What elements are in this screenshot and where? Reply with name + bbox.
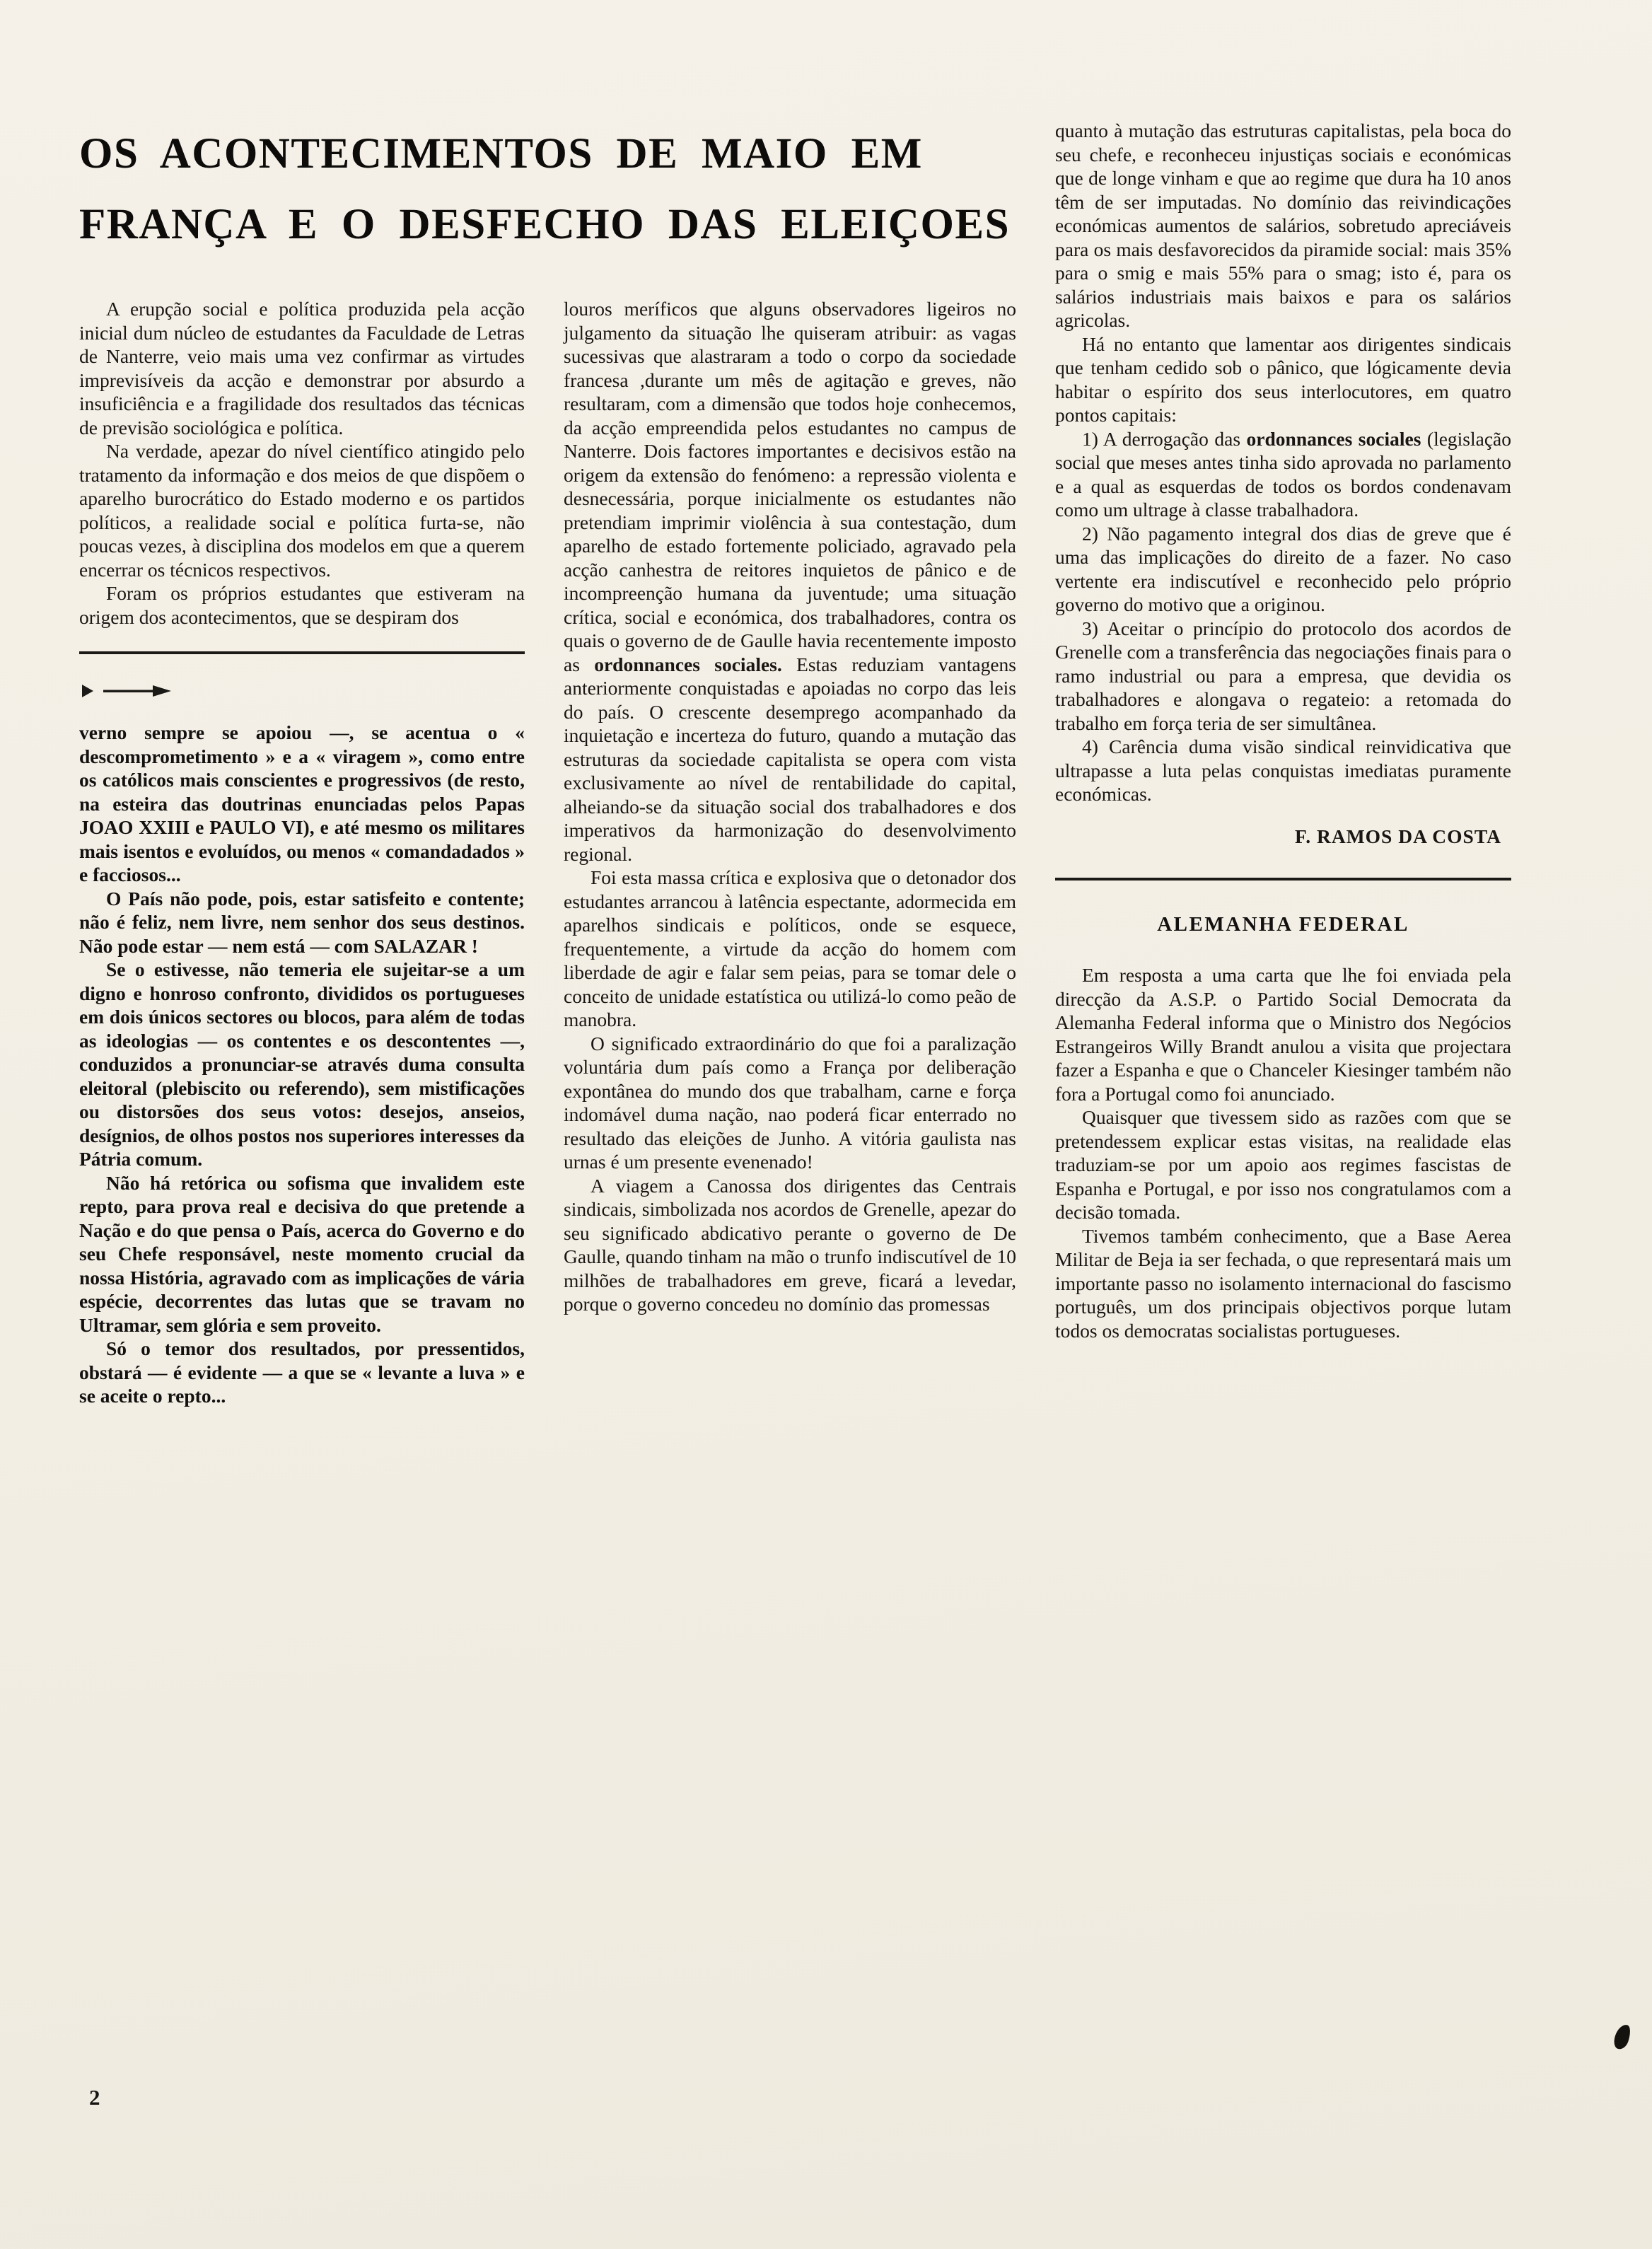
emphasized-phrase: ordonnances sociales. [594, 653, 782, 675]
numbered-point: 2) Não pagamento integral dos dias de greve que é uma das implicações do direito de a fazer. No caso vertente era indiscutível e reconhecido pelo próprio governo do motivo que a originou. [1055, 522, 1511, 615]
bold-paragraph: O País não pode, pois, estar satisfeito e contente; não é feliz, nem livre, nem senhor dos seus destinos. Não pode estar — nem está — com SALAZAR ! [79, 887, 525, 957]
paragraph: A erupção social e política produzida pela acção inicial dum núcleo de estudantes da Faculdade de Letras de Nanterre, veio mais uma vez confirmar as virtudes imprevisíveis da acção e demonstrar por absurdo a insuficiência e a fragilidade dos resultados das técnicas de previsão sociológica e política. [79, 298, 525, 438]
paragraph: A viagem a Canossa dos dirigentes das Centrais sindicais, simbolizada nos acordos de Grenelle, apezar do seu significado abdicativo perante o governo de De Gaulle, quando tinham na mão o trunfo indiscutível de 10 milhões de trabalhadores em greve, ficará a levedar, porque o governo concedeu no domínio das promessas [564, 1174, 1016, 1315]
paragraph: Foram os próprios estudantes que estiveram na origem dos acontecimentos, que se despiram dos [79, 582, 525, 628]
numbered-point: 3) Aceitar o princípio do protocolo dos acordos de Grenelle com a transferência das negociações finais para o ramo industrial ou para a empresa, que devidia os trabalhadores e alongava o regateio: a retomada do trabalho em força teria de ser simultânea. [1055, 617, 1511, 734]
column-middle [564, 297, 1016, 1408]
bold-paragraph: verno sempre se apoiou —, se acentua o « descomprometimento » e a « viragem », como entre os católicos mais conscientes e progressivos (de resto, na esteira das doutrinas enunciadas pelos Papas JOAO XXIII e PAULO VI), e até mesmo os militares mais isentos e evoluídos, ou menos « comandadados » e facciosos... [79, 721, 525, 885]
author-signature: F. RAMOS DA COSTA [1294, 825, 1501, 847]
paragraph: Na verdade, apezar do nível científico atingido pelo tratamento da informação e dos meios de que dispõem o aparelho burocrático do Estado moderno e os partidos políticos, a realidade social e política furta-se, não poucas vezes, à disciplina dos modelos em que a querem encerrar os técnicos respectivos. [79, 440, 525, 581]
bold-paragraph: Só o temor dos resultados, por pressentidos, obstará — é evidente — a que se « levante a luva » e se aceite o repto... [79, 1337, 525, 1407]
section-divider [1055, 878, 1511, 881]
bold-paragraph: Não há retórica ou sofisma que invalidem este repto, para prova real e decisiva do que pretende a Nação e do que pensa o País, acerca do Governo e do seu Chefe responsável, neste momento crucial da nossa História, agravado com as implicações de vária espécie, decorrentes das lutas que se travam no Ultramar, sem glória e sem proveito. [79, 1171, 525, 1336]
paragraph: quanto à mutação das estruturas capitalistas, pela boca do seu chefe, e reconheceu injustiças sociais e económicas que de longe vinham e que ao regime que dura ha 10 anos têm de ser imputadas. No domínio das reivindicações económicas aumentos de salários, sobretudo apreciáveis para os mais desfavorecidos da piramide social: mais 35% para o smig e mais 55% para o smag; isto é, para os salários industriais mais baixos e para os salários agricolas. [1055, 120, 1511, 331]
paragraph: Tivemos também conhecimento, que a Base Aerea Militar de Beja ia ser fechada, o que representará mais um importante passo no isolamento internacional do fascismo português, um dos principais objectivos porque lutam todos os democratas socialistas portugueses. [1055, 1224, 1511, 1342]
section-divider [79, 651, 525, 654]
paragraph-text: Estas reduziam vantagens anteriormente conquistadas e apoiadas no corpo das leis do país. O crescente desemprego acompanhado da inquietação e incerteza do futuro, quando a mutação das estruturas da sociedade capitalista se opera com vista exclusivamente ao nível de rentabilidade do capital, alheiando-se da situação social dos trabalhadores e dos imperativos da harmonização do desenvolvimento regional. [564, 653, 1016, 865]
numbered-point: 4) Carência duma visão sindical reinvidicativa que ultrapasse a luta pelas conquistas imediatas puramente económicas. [1055, 736, 1511, 805]
article-headline [79, 119, 1016, 260]
paragraph: Há no entanto que lamentar aos dirigentes sindicais que tenham cedido sob o pânico, que lógicamente devia habitar o espírito dos seus interlocutores, em quatro pontos capitais: [1055, 332, 1511, 426]
continued-article-text [79, 721, 525, 1408]
paragraph-text: (legislação social que meses antes tinha sido aprovada no parlamento e a qual as esquerdas de todos os bordos condenavam como um ultrage à classe trabalhadora. [1055, 427, 1512, 521]
subsection-heading: ALEMANHA FEDERAL [1157, 913, 1409, 936]
headline-line-2: FRANÇA E O DESFECHO DAS ELEIÇOES [79, 201, 1011, 248]
headline-line-1: OS ACONTECIMENTOS DE MAIO EM [79, 130, 923, 178]
ink-mark [1612, 2023, 1633, 2051]
paragraph: O significado extraordinário do que foi a paralização voluntária dum país como a França por deliberação expontânea do mundo dos que trabalham, carne e força indomável duma nação, nao poderá ficar enterrado no resultado das eleições de Junho. A vitória gaulista nas urnas é um presente evenenado! [564, 1032, 1016, 1173]
paragraph-text: louros meríficos que alguns observadores ligeiros no julgamento da situação lhe quiseram atribuir: as vagas sucessivas que alastraram a todo o corpo da sociedade francesa ,durante um mês de agitação e greves, não resultaram, com a dimensão que todos hoje conhecemos, da acção empreendida pelos estudantes no campus de Nanterre. Dois factores importantes e decisivos estão na origem da extensão do fenómeno: a repressão violenta e desnecessária, porque inicialmente os estudantes não pretendiam imprimir violência à sua contestação, dum aparelho de estado fortemente policiado, agravado pela acção canhestra de reitores inquietos de pânico e de incompreenção humana da juventude; uma situação crítica, social e económica, dos trabalhadores, contra os quais o governo de de Gaulle havia recentemente imposto as [564, 298, 1016, 675]
page-number: 2 [89, 2085, 100, 2110]
paragraph: Em resposta a uma carta que lhe foi enviada pela direcção da A.S.P. o Partido Social Democrata da Alemanha Federal informa que o Ministro dos Negócios Estrangeiros Willy Brandt anulou a visita que projectara fazer a Espanha e que o Chanceler Kiesinger também não fora a Portugal como foi anunciado. [1055, 964, 1511, 1105]
paragraph [564, 297, 1016, 866]
continuation-arrow-icon [82, 682, 525, 699]
page-content [79, 119, 1511, 1408]
column-left [79, 297, 525, 1408]
numbered-point [1055, 427, 1511, 522]
paragraph-text: 1) A derrogação das [1082, 427, 1247, 450]
paragraph: Foi esta massa crítica e explosiva que o detonador dos estudantes arrancou à latência espectante, adormecida em aparelhos sindicais e políticos, onde se esquece, frequentemente, a virtude da acção do homem com liberdade de agir e falar sem peias, para se tomar dele o conceito de unidade estatística ou utilizá-lo como peão de manobra. [564, 866, 1016, 1030]
column-right [1055, 119, 1511, 1408]
paragraph: Quaisquer que tivessem sido as razões com que se pretendessem explicar estas visitas, na realidade elas traduziam-se por um apoio aos regimes fascistas de Espanha e Portugal, e por isso nos congratulamos com a decisão tomada. [1055, 1106, 1511, 1223]
emphasized-phrase: ordonnances sociales [1246, 427, 1421, 450]
bold-paragraph: Se o estivesse, não temeria ele sujeitar-se a um digno e honroso confronto, divididos os portugueses em dois únicos sectores ou blocos, para além de todas as ideologias — os contentes e os descontentes —, conduzidos a pronunciar-se através duma consulta eleitoral (plebiscito ou referendo), sem mistificações ou distorsões dos seus votos: desejos, anseios, desígnios, de olhos postos nos superiores interesses da Pátria comum. [79, 958, 525, 1170]
